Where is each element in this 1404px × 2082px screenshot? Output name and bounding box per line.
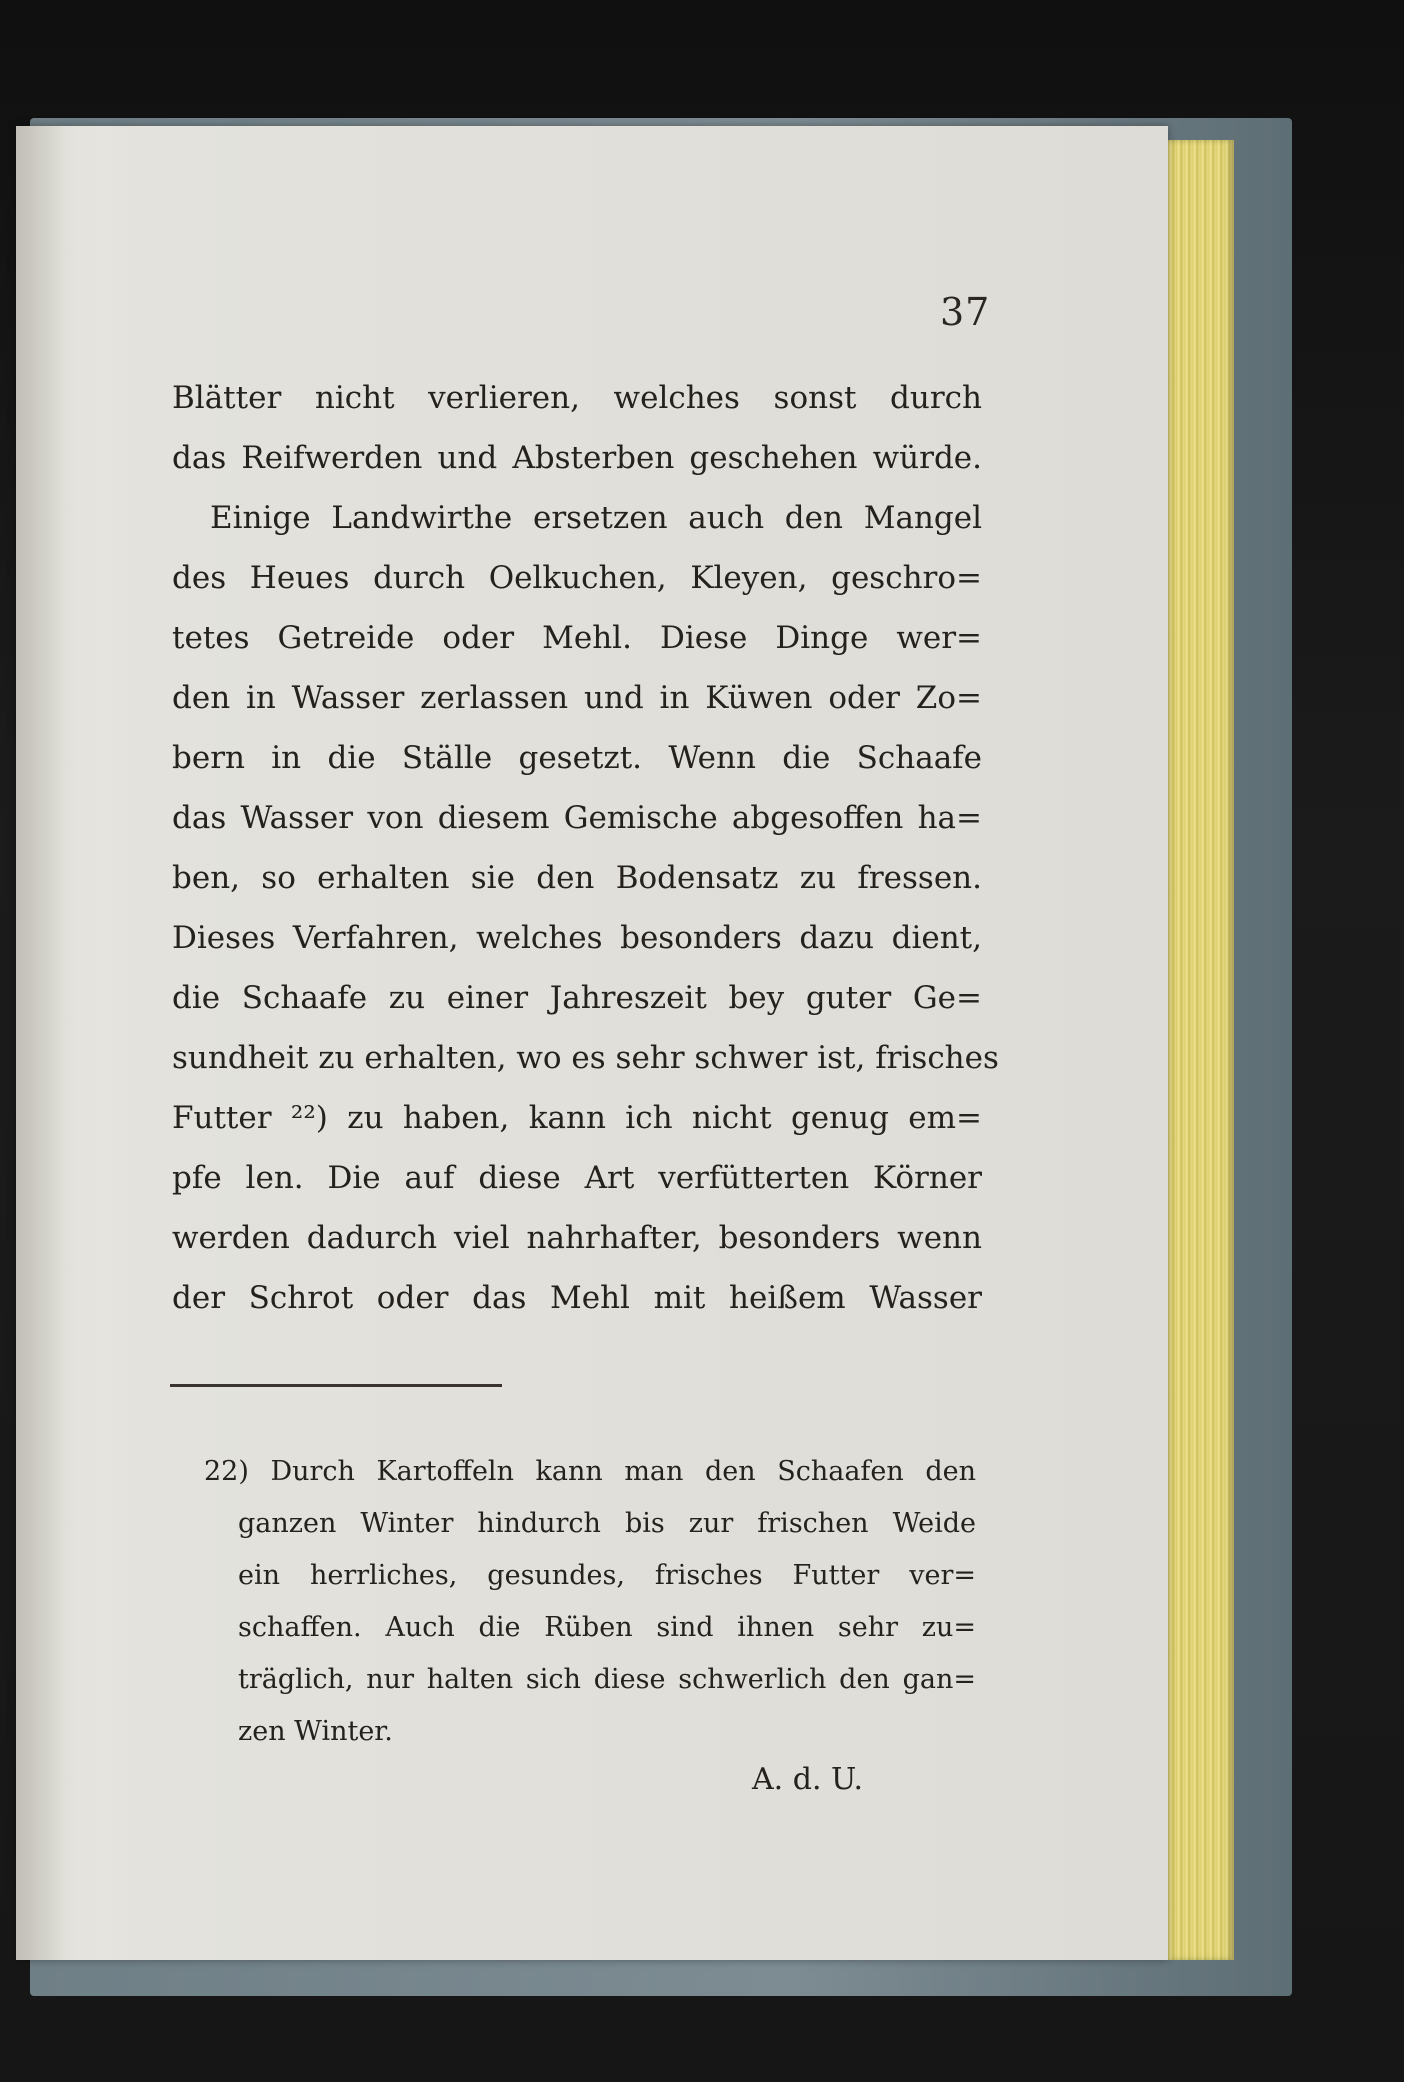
- footnote-signature: A. d. U.: [752, 1762, 864, 1797]
- body-line: werden dadurch viel nahrhafter, besonders wenn: [172, 1220, 982, 1256]
- body-line: pfe len. Die auf diese Art verfütterten Körner: [172, 1160, 982, 1196]
- body-line: der Schrot oder das Mehl mit heißem Wasser: [172, 1280, 982, 1316]
- footnote: [204, 1446, 976, 1758]
- body-line: den in Wasser zerlassen und in Küwen oder Zo=: [172, 680, 982, 716]
- gilded-page-edges: [1168, 140, 1234, 1960]
- body-line: das Wasser von diesem Gemische abgesoffen ha=: [172, 800, 982, 836]
- footnote-line: ein herrliches, gesundes, frisches Futter ver=: [238, 1560, 976, 1591]
- body-line: Einige Landwirthe ersetzen auch den Mangel: [210, 500, 982, 536]
- body-line: ben, so erhalten sie den Bodensatz zu fressen.: [172, 860, 982, 896]
- body-line: des Heues durch Oelkuchen, Kleyen, geschro=: [172, 560, 982, 596]
- body-line: Futter ²²) zu haben, kann ich nicht genug em=: [172, 1100, 982, 1136]
- body-line: das Reifwerden und Absterben geschehen würde.: [172, 440, 982, 476]
- footnote-divider: [170, 1384, 502, 1387]
- footnote-line: schaffen. Auch die Rüben sind ihnen sehr zu=: [238, 1612, 976, 1643]
- page-number: 37: [940, 290, 991, 334]
- page-gutter-shadow: [16, 126, 106, 1960]
- body-line: tetes Getreide oder Mehl. Diese Dinge wer=: [172, 620, 982, 656]
- body-line: bern in die Ställe gesetzt. Wenn die Schaafe: [172, 740, 982, 776]
- footnote-line: träglich, nur halten sich diese schwerlich den gan=: [238, 1664, 976, 1695]
- body-line: die Schaafe zu einer Jahreszeit bey guter Ge=: [172, 980, 982, 1016]
- body-text: [172, 368, 999, 1328]
- body-line: Blätter nicht verlieren, welches sonst durch: [172, 380, 982, 416]
- body-line: Dieses Verfahren, welches besonders dazu dient,: [172, 920, 982, 956]
- body-line: sundheit zu erhalten, wo es sehr schwer ist, frisches: [172, 1040, 999, 1076]
- footnote-line: 22) Durch Kartoffeln kann man den Schaafen den: [204, 1456, 976, 1487]
- footnote-line: zen Winter.: [238, 1716, 393, 1747]
- footnote-line: ganzen Winter hindurch bis zur frischen Weide: [238, 1508, 976, 1539]
